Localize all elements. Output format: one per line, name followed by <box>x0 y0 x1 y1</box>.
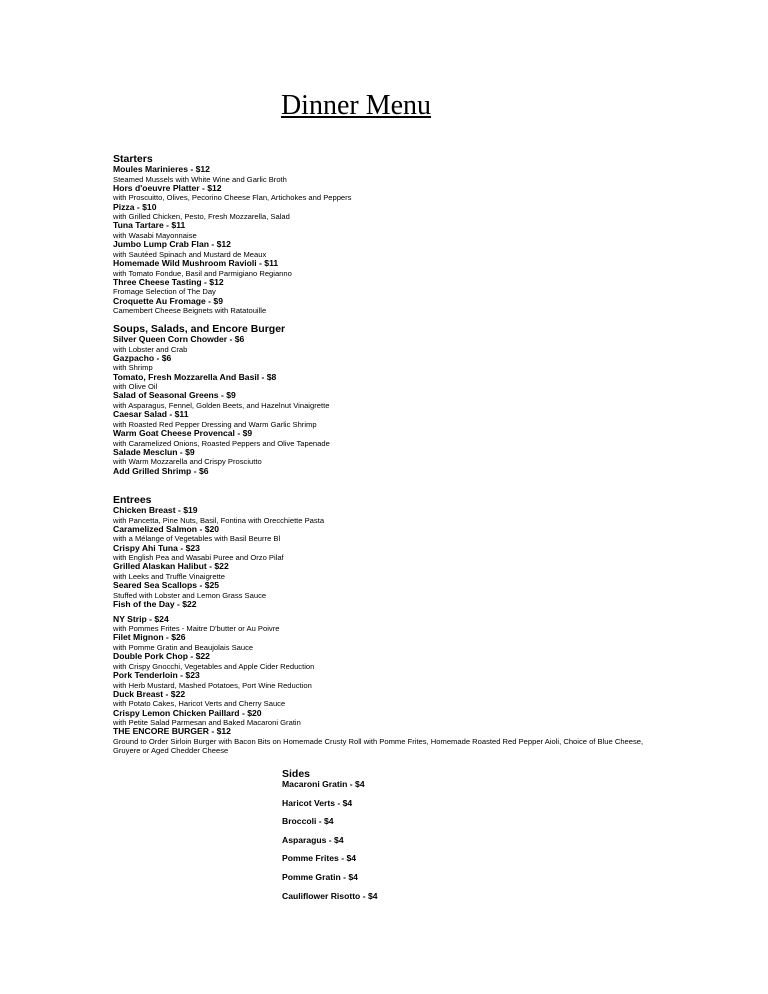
section-starters <box>113 153 733 315</box>
item-name: Duck Breast - $22 <box>113 688 186 699</box>
section-soups-salads <box>113 323 733 476</box>
item-name: Seared Sea Scallops - $25 <box>113 580 220 591</box>
menu-item <box>113 354 733 373</box>
menu-item <box>113 373 733 392</box>
item-description: Ground to Order Sirloin Burger with Bacon Bits on Homemade Crusty Roll with Pomme Frites, Homemade Roasted Red Pepper Aioli, Choice of Blue Cheese, Gruyere or Aged Chedder Cheese <box>113 736 644 756</box>
item-name: Pork Tenderloin - $23 <box>113 669 200 680</box>
item-description: with Herb Mustard, Mashed Potatoes, Port Wine Reduction <box>113 680 312 690</box>
menu-item <box>113 278 733 297</box>
item-name: Caramelized Salmon - $20 <box>113 523 220 534</box>
item-description: with Proscuitto, Olives, Pecorino Cheese Flan, Artichokes and Peppers <box>113 193 352 203</box>
menu-item <box>113 671 658 690</box>
item-description: with Grilled Chicken, Pesto, Fresh Mozzarella, Salad <box>113 212 290 222</box>
item-description: with Pommes Frites - Maitre D'butter or Au Poivre <box>113 624 280 634</box>
item-name: NY Strip - $24 <box>113 613 169 624</box>
item-description: with a Mélange of Vegetables with Basil Beurre Bl <box>113 534 281 544</box>
side-item: Pomme Gratin - $4 <box>282 871 358 882</box>
item-description: with Wasabi Mayonnaise <box>113 230 197 240</box>
item-name: Three Cheese Tasting - $12 <box>113 276 224 287</box>
item-name: Crispy Lemon Chicken Paillard - $20 <box>113 707 262 718</box>
item-name: Grilled Alaskan Halibut - $22 <box>113 561 229 572</box>
menu-item <box>113 335 733 354</box>
side-item: Pomme Frites - $4 <box>282 853 357 864</box>
item-description: with Caramelized Onions, Roasted Peppers and Olive Tapenade <box>113 438 330 448</box>
item-name: Tuna Tartare - $11 <box>113 220 186 231</box>
item-description: Fromage Selection of The Day <box>113 287 216 297</box>
item-name: Croquette Au Fromage - $9 <box>113 295 223 306</box>
menu-item <box>113 600 658 610</box>
item-description: with Shrimp <box>113 363 153 373</box>
item-name: Hors d'oeuvre Platter - $12 <box>113 182 222 193</box>
menu-item <box>113 467 733 477</box>
item-description: with Crispy Gnocchi, Vegetables and Apple Cider Reduction <box>113 661 315 671</box>
menu-item <box>113 690 658 709</box>
item-description: with Lobster and Crab <box>113 344 188 354</box>
item-description: with Warm Mozzarella and Crispy Prosciutto <box>113 457 262 467</box>
item-name: Silver Queen Corn Chowder - $6 <box>113 334 245 344</box>
menu-item <box>113 506 658 525</box>
item-name: Moules Marinieres - $12 <box>113 164 210 174</box>
item-description: with Leeks and Truffle Vinaigrette <box>113 571 226 581</box>
item-name: Gazpacho - $6 <box>113 352 172 363</box>
item-description: Camembert Cheese Beignets with Ratatouille <box>113 306 267 316</box>
item-name: Pizza - $10 <box>113 201 157 212</box>
menu-item <box>113 562 658 581</box>
side-item: Broccoli - $4 <box>282 816 334 827</box>
menu-item <box>113 259 733 278</box>
menu-item <box>113 448 733 467</box>
menu-item <box>113 410 733 429</box>
item-name: Fish of the Day - $22 <box>113 598 197 609</box>
menu-item <box>113 391 733 410</box>
item-name: Chicken Breast - $19 <box>113 505 198 515</box>
item-description: with Potato Cakes, Haricot Verts and Cherry Sauce <box>113 699 286 709</box>
item-name: Caesar Salad - $11 <box>113 409 189 420</box>
menu-item <box>113 297 733 316</box>
item-name: Homemade Wild Mushroom Ravioli - $11 <box>113 257 279 268</box>
menu-item <box>113 184 733 203</box>
menu-item <box>113 615 658 634</box>
item-description: with Pancetta, Pine Nuts, Basil, Fontina with Orecchiette Pasta <box>113 515 325 525</box>
item-description: with Pomme Gratin and Beaujolais Sauce <box>113 642 254 652</box>
menu-item <box>113 709 658 728</box>
item-description: Stuffed with Lobster and Lemon Grass Sauce <box>113 590 267 600</box>
item-name: Filet Mignon - $26 <box>113 632 186 643</box>
item-description: Steamed Mussels with White Wine and Garlic Broth <box>113 174 287 184</box>
item-name: Salade Mesclun - $9 <box>113 446 195 457</box>
menu-item <box>113 544 658 563</box>
menu-item <box>113 525 658 544</box>
menu-item <box>113 240 733 259</box>
menu-item <box>113 203 733 222</box>
section-heading: Sides <box>282 768 311 780</box>
item-name: Add Grilled Shrimp - $6 <box>113 465 209 476</box>
side-item: Haricot Verts - $4 <box>282 797 353 808</box>
section-heading: Soups, Salads, and Encore Burger <box>113 323 286 335</box>
item-name: Warm Goat Cheese Provencal - $9 <box>113 427 253 438</box>
item-description: with Sautéed Spinach and Mustard de Meaux <box>113 249 267 259</box>
item-description: with Roasted Red Pepper Dressing and Warm Garlic Shrimp <box>113 419 317 429</box>
item-name: Crispy Ahi Tuna - $23 <box>113 542 200 553</box>
item-name: THE ENCORE BURGER - $12 <box>113 726 231 737</box>
item-name: Tomato, Fresh Mozzarella And Basil - $8 <box>113 371 277 382</box>
item-description: with English Pea and Wasabi Puree and Orzo Pilaf <box>113 553 284 563</box>
menu-item <box>113 727 658 755</box>
side-item: Asparagus - $4 <box>282 834 344 845</box>
item-name: Double Pork Chop - $22 <box>113 651 210 662</box>
menu-item <box>113 429 733 448</box>
item-description: with Asparagus, Fennel, Golden Beets, and Hazelnut Vinaigrette <box>113 400 330 410</box>
menu-item <box>113 581 658 600</box>
section-heading: Entrees <box>113 494 152 506</box>
item-description: with Petite Salad Parmesan and Baked Macaroni Gratin <box>113 718 301 728</box>
section-entrees <box>113 494 658 755</box>
menu-item <box>113 652 658 671</box>
item-description: with Tomato Fondue, Basil and Parmigiano Regianno <box>113 268 292 278</box>
side-item: Cauliflower Risotto - $4 <box>282 890 378 901</box>
section-sides <box>282 768 582 910</box>
item-name: Jumbo Lump Crab Flan - $12 <box>113 239 231 250</box>
page-title: Dinner Menu <box>280 90 432 121</box>
menu-item <box>113 633 658 652</box>
item-name: Salad of Seasonal Greens - $9 <box>113 390 236 401</box>
item-description: with Olive Oil <box>113 382 158 392</box>
section-heading: Starters <box>113 153 153 165</box>
menu-item <box>113 165 733 184</box>
side-item: Macaroni Gratin - $4 <box>282 779 365 789</box>
menu-item <box>113 221 733 240</box>
